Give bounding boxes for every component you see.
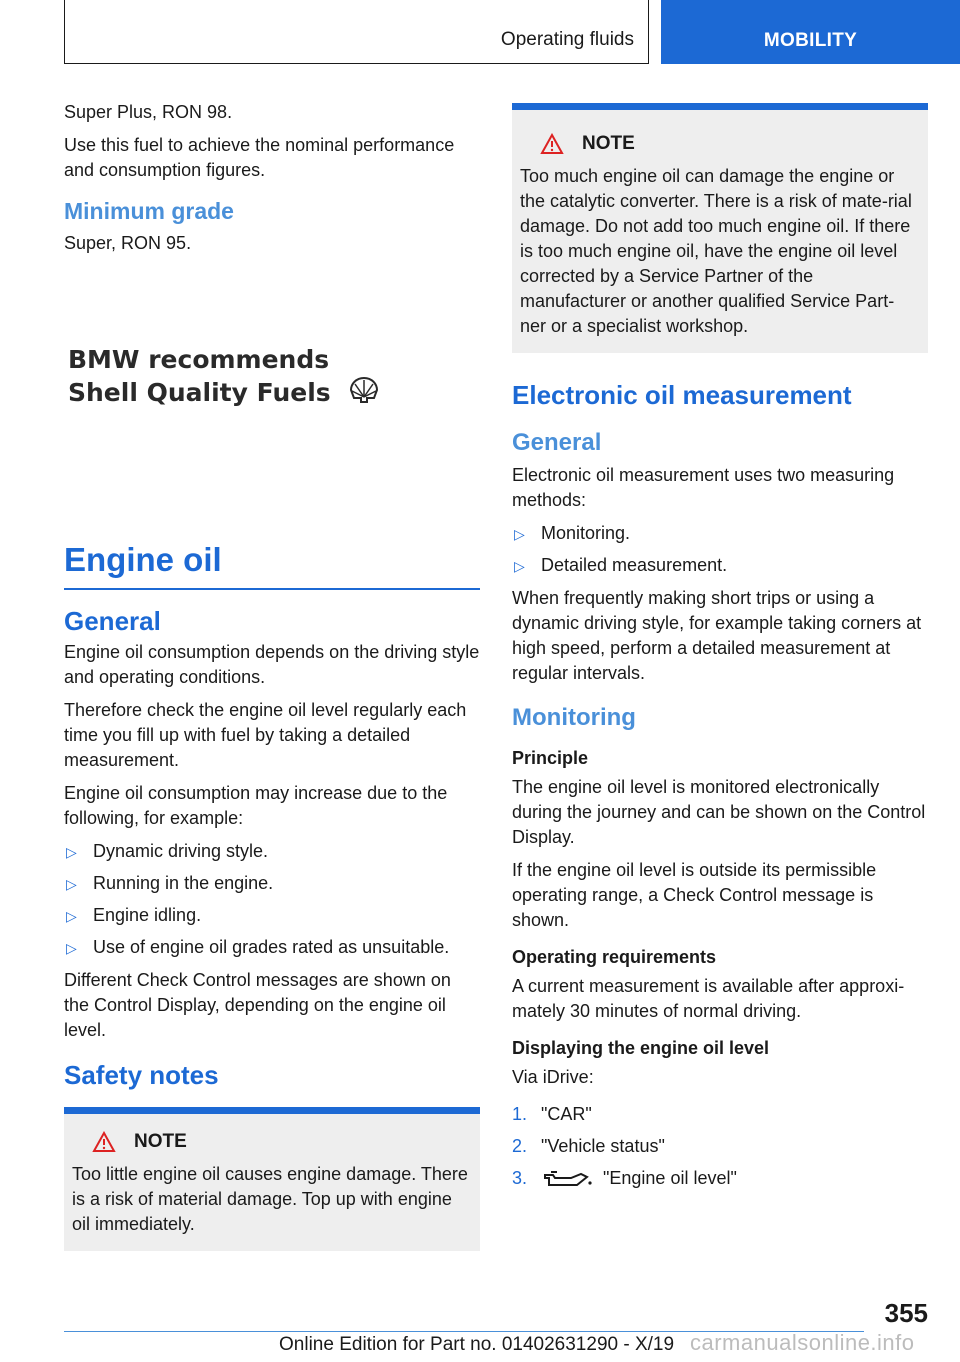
fuel-super-plus: Super Plus, RON 98. xyxy=(64,102,233,122)
fuel-performance-text: Use this fuel to achieve the nominal performance and consumption figures. xyxy=(64,135,455,180)
check-control-messages-text: Different Check Control messages are shown on the Control Display, depending on the engine oil level. xyxy=(64,970,451,1040)
page-number: 355 xyxy=(884,1298,928,1328)
triangle-bullet-icon: ▷ xyxy=(514,558,525,574)
list-item: ▷ Dynamic driving style. xyxy=(64,839,480,864)
list-item: ▷ Engine idling. xyxy=(64,903,480,928)
list-item: 3. "Engine oil level" xyxy=(512,1168,737,1188)
minimum-grade-heading: Minimum grade xyxy=(64,198,234,224)
note-title: NOTE xyxy=(134,1131,187,1152)
shell-line-1: BMW recommends xyxy=(68,345,330,374)
list-item: ▷ Running in the engine. xyxy=(64,871,480,896)
header-tab-mobility[interactable]: MOBILITY xyxy=(661,0,960,64)
consumption-increase-text: Engine oil consumption may increase due to the following, for example: xyxy=(64,783,448,828)
operating-requirements-text: A current measurement is available after approxi-mately 30 minutes of normal driving. xyxy=(512,976,905,1021)
triangle-bullet-icon: ▷ xyxy=(66,908,77,924)
list-item: ▷ Monitoring. xyxy=(512,521,928,546)
monitoring-heading: Monitoring xyxy=(512,704,636,731)
left-column xyxy=(64,100,480,1251)
measurement-methods-list xyxy=(512,521,928,578)
note-box-too-much-oil xyxy=(512,103,928,353)
electronic-oil-measurement-heading: Electronic oil measurement xyxy=(512,380,852,410)
note-text: Too much engine oil can damage the engine or the catalytic converter. There is a risk of mate-rial damage. Do not add too much engine oil. If there is too much engine oil, have the engine oil level corrected by a Service Partner of the manufacturer or another qualified Service Part-ner or a specialist workshop. xyxy=(520,166,912,336)
principle-text-2: If the engine oil level is outside its permissible operating range, a Check Control message is shown. xyxy=(512,860,877,930)
check-oil-level-text: Therefore check the engine oil level regularly each time you fill up with fuel by taking a detailed measurement. xyxy=(64,700,467,770)
triangle-bullet-icon: ▷ xyxy=(66,844,77,860)
header-section-box xyxy=(64,0,649,64)
via-idrive-text: Via iDrive: xyxy=(512,1067,594,1087)
safety-notes-heading: Safety notes xyxy=(64,1060,219,1090)
engine-oil-consumption-text: Engine oil consumption depends on the driving style and operating conditions. xyxy=(64,642,480,687)
note-title: NOTE xyxy=(582,133,635,154)
triangle-bullet-icon: ▷ xyxy=(66,876,77,892)
watermark: carmanualsonline.info xyxy=(690,1330,915,1355)
list-item: ▷ Detailed measurement. xyxy=(512,553,928,578)
warning-triangle-icon xyxy=(92,1131,116,1153)
engine-oil-heading: Engine oil xyxy=(64,540,480,590)
shell-recommendation-logo xyxy=(68,344,480,412)
note-box-too-little-oil xyxy=(64,1107,480,1251)
minimum-grade-text: Super, RON 95. xyxy=(64,233,192,253)
consumption-factors-list xyxy=(64,839,480,960)
footer-edition: Online Edition for Part no. 01402631290 - X/19 xyxy=(279,1334,675,1355)
general-heading-right: General xyxy=(512,429,602,456)
shell-pecten-icon xyxy=(349,376,379,412)
list-item: ▷ Use of engine oil grades rated as unsuitable. xyxy=(64,935,480,960)
principle-heading: Principle xyxy=(512,748,589,768)
general-heading-left: General xyxy=(64,606,161,636)
list-item: 1. "CAR" xyxy=(512,1104,592,1124)
idrive-steps-list xyxy=(512,1102,928,1191)
header-section-title: Operating fluids xyxy=(500,29,634,50)
principle-text: The engine oil level is monitored electronically during the journey and can be shown on the Control Display. xyxy=(512,777,926,847)
right-column xyxy=(512,103,928,1198)
triangle-bullet-icon: ▷ xyxy=(514,526,525,542)
short-trips-text: When frequently making short trips or using a dynamic driving style, for example taking corners at high speed, perform a detailed measurement at regular intervals. xyxy=(512,588,922,683)
shell-line-2: Shell Quality Fuels xyxy=(68,378,331,407)
warning-triangle-icon xyxy=(540,133,564,155)
measurement-methods-text: Electronic oil measurement uses two measuring methods: xyxy=(512,465,895,510)
list-item: 2. "Vehicle status" xyxy=(512,1136,665,1156)
oil-can-icon xyxy=(541,1169,593,1189)
triangle-bullet-icon: ▷ xyxy=(66,940,77,956)
displaying-oil-level-heading: Displaying the engine oil level xyxy=(512,1038,770,1058)
operating-requirements-heading: Operating requirements xyxy=(512,947,717,967)
note-text: Too little engine oil causes engine damage. There is a risk of material damage. Top up with engine oil immediately. xyxy=(72,1164,468,1234)
